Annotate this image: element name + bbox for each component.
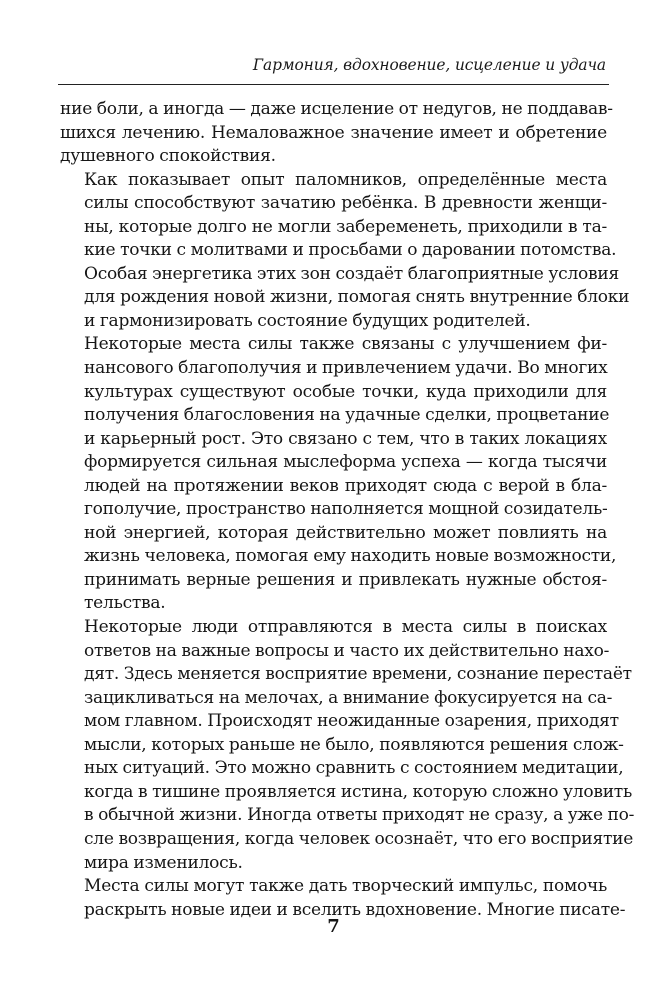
text-line: шихся лечению. Немаловажное значение имеет и обретение xyxy=(60,122,607,143)
text-line: Некоторые люди отправляются в места силы в поисках xyxy=(84,617,607,638)
text-line: Места силы могут также дать творческий импульс, помочь xyxy=(84,876,607,897)
text-line: сле возвращения, когда человек осознаёт, что его восприятие xyxy=(84,828,634,849)
paragraph-1 xyxy=(60,98,613,169)
text-line: Некоторые места силы также связаны с улучшением фи- xyxy=(84,334,607,355)
header-rule xyxy=(58,84,609,85)
text-line: ной энергией, которая действительно может повлиять на xyxy=(84,522,607,543)
text-line: людей на протяжении веков приходят сюда с верой в бла- xyxy=(84,475,607,496)
page-number: 7 xyxy=(327,916,340,937)
text-line: ответов на важные вопросы и часто их действительно нахо- xyxy=(84,640,610,661)
text-line: и гармонизировать состояние будущих родителей. xyxy=(84,310,531,331)
text-line: мысли, которых раньше не было, появляются решения слож- xyxy=(84,734,624,755)
text-line: силы способствуют зачатию ребёнка. В древности женщи- xyxy=(84,193,607,214)
text-line: душевного спокойствия. xyxy=(60,146,276,167)
text-line: нансового благополучия и привлечением удачи. Во многих xyxy=(84,358,608,379)
paragraph-4 xyxy=(60,616,635,875)
text-line: Как показывает опыт паломников, определённые места xyxy=(84,169,607,190)
text-line: ных ситуаций. Это можно сравнить с состоянием медитации, xyxy=(84,758,624,779)
text-line: мом главном. Происходят неожиданные озарения, приходят xyxy=(84,711,619,732)
text-line: мира изменилось. xyxy=(84,852,243,873)
text-line: раскрыть новые идеи и вселить вдохновение. Многие писате- xyxy=(84,899,626,920)
body-text xyxy=(60,98,635,922)
text-line: культурах существуют особые точки, куда приходили для xyxy=(84,381,607,402)
text-line: формируется сильная мыслеформа успеха — когда тысячи xyxy=(84,452,607,473)
text-line: тельства. xyxy=(84,593,166,614)
text-line: когда в тишине проявляется истина, которую сложно уловить xyxy=(84,781,632,802)
text-line: принимать верные решения и привлекать нужные обстоя- xyxy=(84,569,607,590)
text-line: получения благословения на удачные сделки, процветание xyxy=(84,405,610,426)
paragraph-3 xyxy=(60,333,617,616)
text-line: дят. Здесь меняется восприятие времени, сознание перестаёт xyxy=(84,664,632,685)
text-line: зацикливаться на мелочах, а внимание фокусируется на са- xyxy=(84,687,613,708)
text-line: и карьерный рост. Это связано с тем, что в таких локациях xyxy=(84,428,607,449)
paragraph-2 xyxy=(60,169,630,334)
text-line: жизнь человека, помогая ему находить новые возможности, xyxy=(84,546,617,567)
running-head: Гармония, вдохновение, исцеление и удача xyxy=(252,56,606,74)
text-line: кие точки с молитвами и просьбами о даровании потомства. xyxy=(84,240,617,261)
text-line: в обычной жизни. Иногда ответы приходят не сразу, а уже по- xyxy=(84,805,635,826)
text-line: для рождения новой жизни, помогая снять внутренние блоки xyxy=(84,287,630,308)
text-line: ны, которые долго не могли забеременеть, приходили в та- xyxy=(84,216,607,237)
text-line: гополучие, пространство наполняется мощной созидатель- xyxy=(84,499,608,520)
text-line: ние боли, а иногда — даже исцеление от недугов, не поддавав- xyxy=(60,99,613,119)
text-line: Особая энергетика этих зон создаёт благоприятные условия xyxy=(84,263,619,284)
